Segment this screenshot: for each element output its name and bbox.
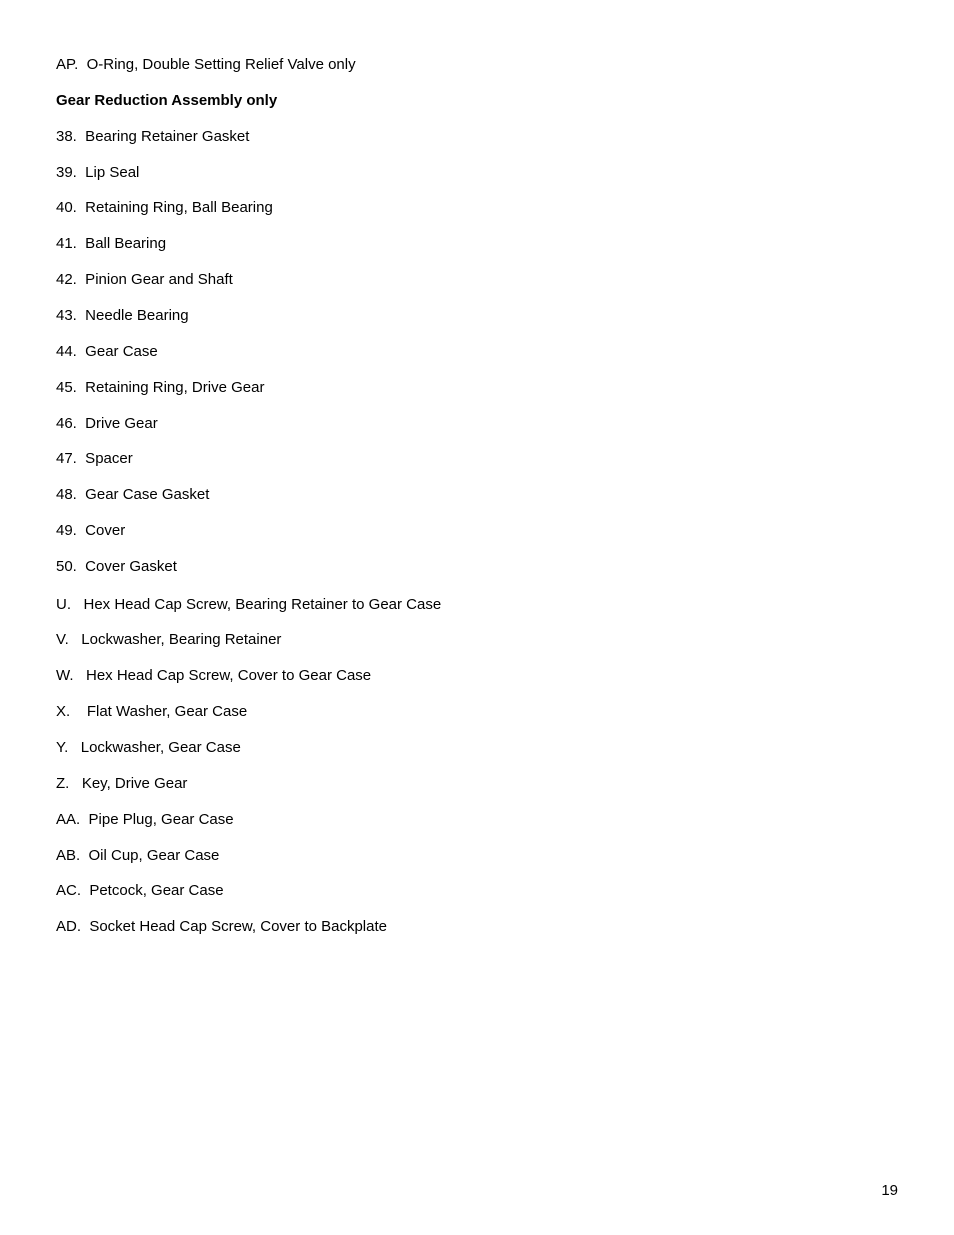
section-heading: Gear Reduction Assembly only — [56, 92, 278, 109]
line-ad: AD. Socket Head Cap Screw, Cover to Backplate — [56, 918, 387, 935]
line-39: 39. Lip Seal — [56, 164, 140, 181]
line-46: 46. Drive Gear — [56, 415, 158, 432]
line-u: U. Hex Head Cap Screw, Bearing Retainer to Gear Case — [56, 596, 442, 613]
line-43: 43. Needle Bearing — [56, 307, 189, 324]
line-ac: AC. Petcock, Gear Case — [56, 882, 224, 899]
line-w: W. Hex Head Cap Screw, Cover to Gear Case — [56, 667, 372, 684]
line-47: 47. Spacer — [56, 450, 133, 467]
page-number: 19 — [881, 1182, 898, 1199]
line-v: V. Lockwasher, Bearing Retainer — [56, 631, 282, 648]
line-38: 38. Bearing Retainer Gasket — [56, 128, 250, 145]
line-44: 44. Gear Case — [56, 343, 158, 360]
line-48: 48. Gear Case Gasket — [56, 486, 210, 503]
line-40: 40. Retaining Ring, Ball Bearing — [56, 199, 273, 216]
line-42: 42. Pinion Gear and Shaft — [56, 271, 233, 288]
line-50: 50. Cover Gasket — [56, 558, 177, 575]
line-41: 41. Ball Bearing — [56, 235, 167, 252]
line-45: 45. Retaining Ring, Drive Gear — [56, 379, 265, 396]
line-aa: AA. Pipe Plug, Gear Case — [56, 811, 234, 828]
line-z: Z. Key, Drive Gear — [56, 775, 188, 792]
line-49: 49. Cover — [56, 522, 126, 539]
line-x: X. Flat Washer, Gear Case — [56, 703, 248, 720]
line-ap: AP. O-Ring, Double Setting Relief Valve only — [56, 56, 356, 73]
line-y: Y. Lockwasher, Gear Case — [56, 739, 241, 756]
line-ab: AB. Oil Cup, Gear Case — [56, 847, 220, 864]
